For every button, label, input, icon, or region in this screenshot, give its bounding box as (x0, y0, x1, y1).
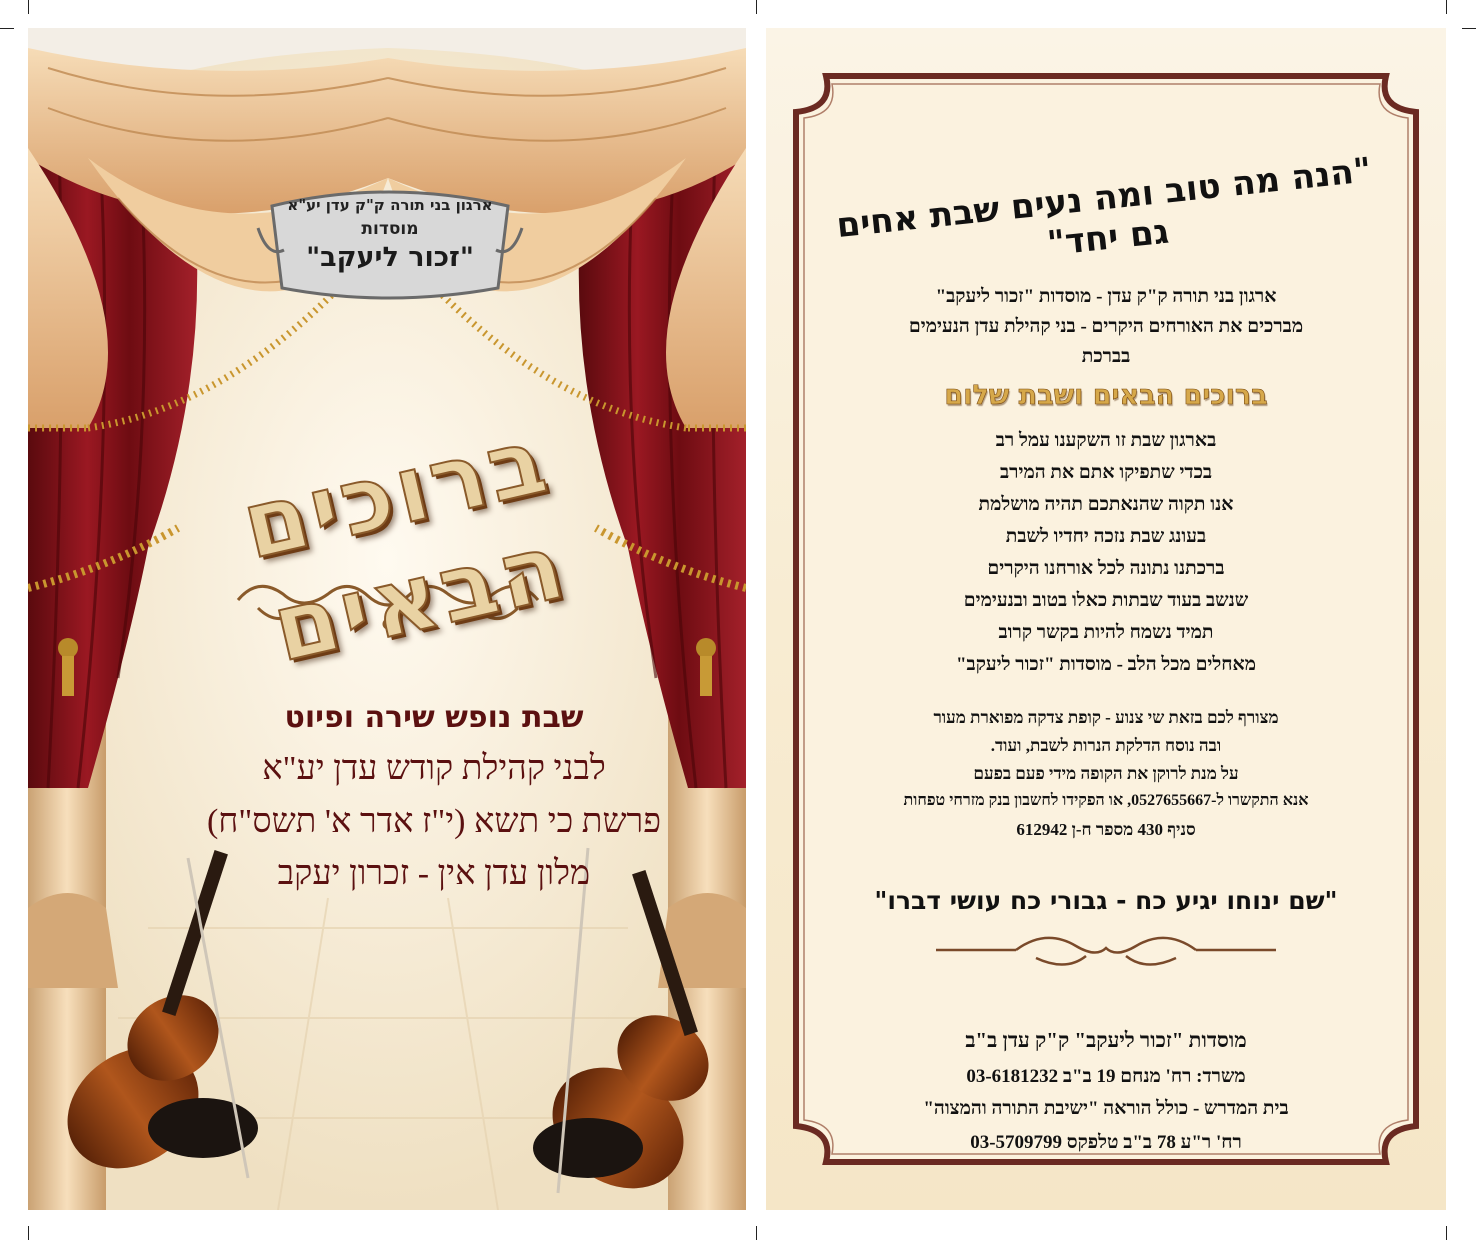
trim-mark (0, 28, 14, 29)
poem-line: מאחלים מכל הלב - מוסדות "זכור ליעקב" (955, 654, 1256, 675)
poem-line: תמיד נשמח להיות בקשר קרוב (998, 622, 1214, 643)
poem-line: אנו תקוה שהנאתכם תהיה מושלמת (978, 494, 1234, 515)
trim-mark (1446, 1226, 1447, 1240)
footer-office: משרד: רח' מנחם 19 ב"ב 03-6181232 (966, 1066, 1246, 1087)
intro-line: בברכת (1081, 346, 1131, 367)
logo-name: "זכור ליעקב" (306, 242, 474, 273)
closing-slogan: "שם ינוחו יגיע כח - גבורי כח עושי דברו" (874, 886, 1338, 915)
footer-beit-midrash: בית המדרש - כולל הוראה "ישיבת התורה והמצוה" (923, 1098, 1289, 1119)
trim-mark (28, 1226, 29, 1240)
event-audience: לבני קהילת קודש עדן יע"א (262, 750, 606, 787)
event-location: מלון עדן אין - זכרון יעקב (277, 855, 591, 892)
intro-line: מברכים את האורחים היקרים - בני קהילת עדן הנעימים (908, 316, 1304, 337)
logo-arc-text: ארגון בני תורה ק"ק עדן יע"א (287, 196, 493, 214)
gift-note-line: על מנת לרוקן את הקופה מידי פעם בפעם (973, 764, 1239, 783)
front-cover-panel (28, 28, 746, 1210)
institution-logo (272, 186, 508, 302)
footer-address: רח' ר"ע 78 ב"ב טלפקס 03-5709799 (970, 1132, 1242, 1153)
poem-line: בעונג שבת נזכה יחדיו לשבת (1005, 526, 1207, 547)
event-date: פרשת כי תשא (י"ז אדר א' תשס"ח) (206, 803, 662, 840)
event-title: שבת נופש שירה ופיוט (284, 700, 584, 735)
poem-line: בארגון שבת זו השקענו עמל רב (995, 430, 1217, 451)
logo-subtitle: מוסדות (361, 219, 419, 239)
trim-mark (28, 0, 29, 14)
trim-mark (756, 1226, 757, 1240)
trim-mark (756, 0, 757, 14)
trim-mark (1446, 0, 1447, 14)
gift-note-line: מצורף לכם בזאת שי צנוע - קופת צדקה מפוארת מעור (933, 708, 1279, 727)
poem-line: ברכתנו נתונה לכל אורחנו היקרים (987, 558, 1225, 579)
gift-note-line: סניף 430 מספר ח-ן 612942 (1016, 820, 1196, 839)
intro-line: ארגון בני תורה ק"ק עדן - מוסדות "זכור ליעקב" (935, 286, 1277, 307)
poem-line: שנשב בעוד שבתות כאלו בטוב ובנעימים (963, 590, 1249, 611)
trim-mark (1462, 28, 1476, 29)
gift-note-line: אנא התקשרו ל-0527655667, או הפקידו לחשבון בנק מזרחי טפחות (903, 792, 1309, 809)
poem-line: בכדי שתפיקו אתם את המירב (999, 462, 1213, 483)
inner-letter-panel (766, 28, 1446, 1210)
gift-note-line: ובה נוסח הדלקת הנרות לשבת, ועוד. (990, 736, 1222, 755)
welcome-blessing: ברוכים הבאים ושבת שלום (944, 380, 1268, 411)
footer-institution: מוסדות "זכור ליעקב" ק"ק עדן ב"ב (965, 1028, 1247, 1052)
opening-verse: "הנה מה טוב ומה נעים שבת אחים גם יחד" (834, 150, 1374, 265)
welcome-title: ברוכים הבאים (232, 405, 577, 683)
